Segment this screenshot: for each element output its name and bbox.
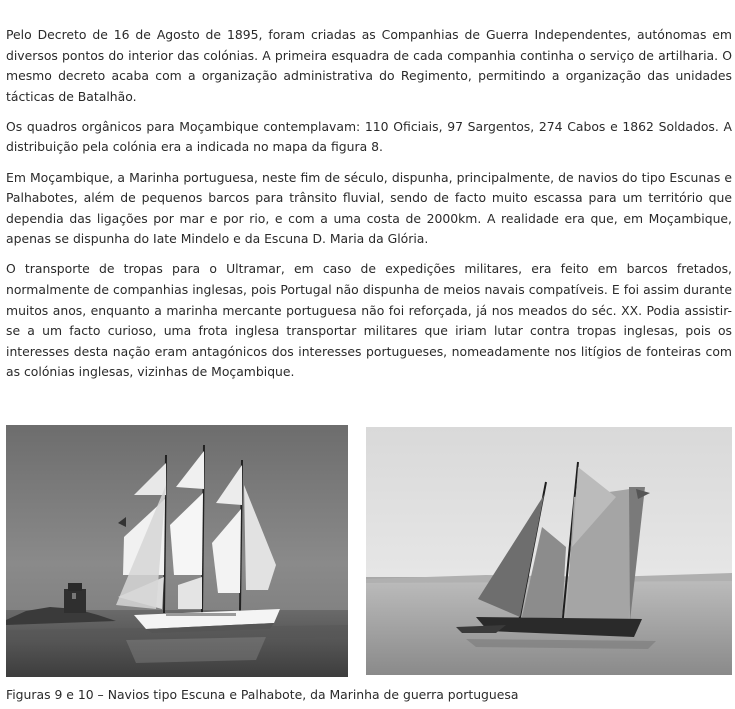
paragraph-decree: Pelo Decreto de 16 de Agosto de 1895, foram criadas as Companhias de Guerra Independentes, autónomas em diversos pontos do interior das colónias. A primeira esquadra de cada companhia continha o serviço de artilharia. O mesmo decreto acaba com a organização administrativa do Regimento, permitindo a organização das unidades tácticas de Batalhão. xyxy=(6,27,732,104)
figure-caption: Figuras 9 e 10 – Navios tipo Escuna e Palhabote, da Marinha de guerra portuguesa xyxy=(6,687,519,702)
schooner-photo xyxy=(6,425,348,677)
paragraph-staffing: Os quadros orgânicos para Moçambique contemplavam: 110 Oficiais, 97 Sargentos, 274 Cabos e 1862 Soldados. A distribuição pela colónia era a indicada no mapa da figura 8. xyxy=(6,118,732,155)
paragraph-transport: O transporte de tropas para o Ultramar, em caso de expedições militares, era feito em barcos fretados, normalmente de companhias inglesas, pois Portugal não dispunha de meios navais compatíveis. E foi assim durante muitos anos, enquanto a marinha mercante portuguesa não foi reforçada, já nos meados do séc. XX. Podia assistir-se a um facto curioso, uma frota inglesa transportar militares que iriam lutar contra tropas inglesas, pois os interesses desta nação eram antagónicos dos interesses portugueses, nomeadamente nos litígios de fonteiras com as colónias inglesas, vizinhas de Moçambique. xyxy=(6,261,732,380)
palhabote-photo xyxy=(366,427,732,675)
paragraph-navy: Em Moçambique, a Marinha portuguesa, neste fim de século, dispunha, principalmente, de navios do tipo Escunas e Palhabotes, além de pequenos barcos para trânsito fluvial, sendo de facto muito escassa para um território que dependia das ligações por mar e por rio, e com a uma costa de 2000km. A realidade era que, em Moçambique, apenas se dispunha do Iate Mindelo e da Escuna D. Maria da Glória. xyxy=(6,169,732,247)
body-text xyxy=(6,25,732,393)
